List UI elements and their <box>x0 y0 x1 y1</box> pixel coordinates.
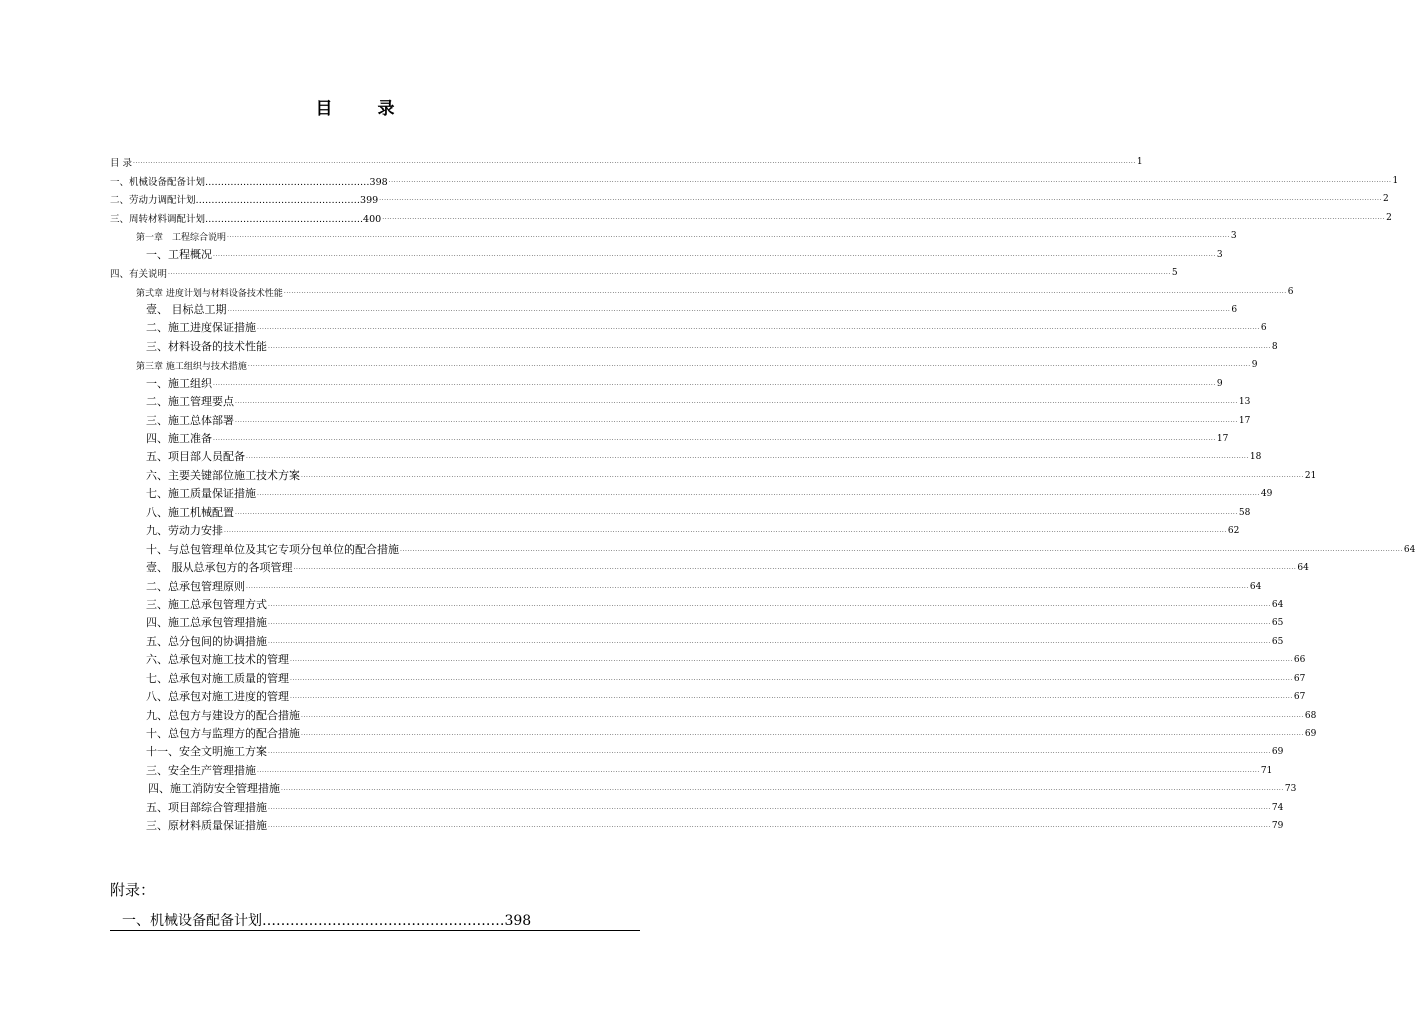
toc-entry[interactable] <box>110 225 1237 244</box>
toc-entry[interactable] <box>110 815 1284 833</box>
toc-leader-dots: ................................................................................................................................................................................................................................................................................................................................................................................................................ <box>235 416 1238 424</box>
toc-page-number: 2 <box>1383 194 1389 205</box>
toc-entry-text: 四、施工总承包管理措施 <box>146 616 267 630</box>
toc-entry[interactable] <box>110 538 1415 556</box>
toc-entry-text: 壹、 服从总承包方的各项管理 <box>146 561 293 575</box>
toc-entry[interactable] <box>110 280 1294 299</box>
toc-page-number: 8 <box>1271 341 1278 352</box>
toc-entry[interactable] <box>110 206 1392 225</box>
toc-entry-text: 一、施工组织 <box>146 376 212 390</box>
toc-page-number: 73 <box>1284 784 1297 795</box>
toc-entry-text: 十一、安全文明施工方案 <box>146 745 267 759</box>
toc-entry[interactable] <box>110 151 1143 170</box>
toc-leader-dots: ................................................................................................................................................................................................................................................................................................................................................................................................................ <box>235 398 1238 406</box>
toc-leader-dots: ................................................................................................................................................................................................................................................................................................................................................................................................................ <box>268 619 1271 627</box>
toc-entry[interactable] <box>110 575 1262 593</box>
toc-entry[interactable] <box>110 299 1238 317</box>
toc-page-number: 1 <box>1392 175 1399 186</box>
toc-leader-dots: ................................................................................................................................................................................................................................................................................................................................................................................................................ <box>168 269 1171 277</box>
toc-entry-text: 壹、 目标总工期 <box>146 302 227 316</box>
toc-entry[interactable] <box>110 372 1223 390</box>
toc-leader-dots: ................................................................................................................................................................................................................................................................................................................................................................................................................ <box>268 822 1271 830</box>
toc-entry[interactable] <box>110 520 1240 538</box>
toc-entry-text: 二、施工进度保证措施 <box>146 321 256 335</box>
toc-entry-text: 四、有关说明 <box>110 269 168 281</box>
toc-entry-text: 六、主要关键部位施工技术方案 <box>146 468 300 482</box>
toc-page-number: 71 <box>1260 765 1273 776</box>
toc-page-number: 1 <box>1136 157 1143 168</box>
toc-page-number: 67 <box>1293 673 1306 684</box>
toc-entry[interactable] <box>110 630 1284 648</box>
toc-page-number: 64 <box>1297 563 1309 574</box>
toc-page-number: 74 <box>1271 802 1284 813</box>
toc-entry-text: 一、工程概况 <box>146 247 212 261</box>
toc-leader-dots: ................................................................................................................................................................................................................................................................................................................................................................................................................ <box>382 213 1386 221</box>
page-title: 目 录 <box>315 99 409 119</box>
toc-page-number: 69 <box>1271 747 1284 758</box>
toc-entry-text: 一、机械设备配备计划………………………………….…………398 <box>110 176 388 188</box>
appendix-entry <box>110 906 640 931</box>
toc-page-number: 58 <box>1238 507 1251 518</box>
toc-entry[interactable] <box>110 391 1251 409</box>
toc-entry-text: 第弍章 进度计划与材料设备技术性能 <box>136 288 283 299</box>
toc-leader-dots: ................................................................................................................................................................................................................................................................................................................................................................................................................ <box>235 508 1238 516</box>
toc-entry[interactable] <box>110 723 1317 741</box>
toc-leader-dots: ................................................................................................................................................................................................................................................................................................................................................................................................................ <box>301 730 1304 737</box>
toc-leader-dots: ................................................................................................................................................................................................................................................................................................................................................................................................................ <box>301 711 1304 719</box>
toc-leader-dots: ................................................................................................................................................................................................................................................................................................................................................................................................................ <box>301 471 1304 479</box>
toc-entry[interactable] <box>110 483 1273 501</box>
toc-leader-dots: ................................................................................................................................................................................................................................................................................................................................................................................................................ <box>268 637 1271 645</box>
toc-leader-dots: ................................................................................................................................................................................................................................................................................................................................................................................................................ <box>227 305 1231 313</box>
toc-page-number: 2 <box>1386 212 1392 223</box>
toc-leader-dots: ................................................................................................................................................................................................................................................................................................................................................................................................................ <box>246 453 1249 461</box>
toc-entry-text: 三、周转材料调配计划……………………………….………….400 <box>110 213 382 225</box>
toc-entry-text: 二、劳动力调配计划……………………………….……………399 <box>110 195 379 207</box>
toc-page-number: 64 <box>1271 599 1284 610</box>
toc-entry[interactable] <box>110 594 1284 612</box>
toc-entry[interactable] <box>110 759 1273 777</box>
toc-entry-text: 七、施工质量保证措施 <box>146 487 256 501</box>
toc-leader-dots: ................................................................................................................................................................................................................................................................................................................................................................................................................ <box>290 674 1293 682</box>
toc-leader-dots: ................................................................................................................................................................................................................................................................................................................................................................................................................ <box>268 748 1271 756</box>
toc-leader-dots: ................................................................................................................................................................................................................................................................................................................................................................................................................ <box>257 766 1260 774</box>
toc-entry[interactable] <box>110 778 1297 796</box>
toc-entry-text: 九、劳动力安排 <box>146 524 223 538</box>
toc-entry-text: 六、总承包对施工技术的管理 <box>146 653 289 667</box>
toc-entry-text: 五、总分包间的协调措施 <box>146 634 267 648</box>
toc-page-number: 68 <box>1304 710 1317 721</box>
toc-entry[interactable] <box>110 188 1389 207</box>
toc-leader-dots: ................................................................................................................................................................................................................................................................................................................................................................................................................ <box>247 361 1251 369</box>
toc-page-number: 6 <box>1231 304 1238 315</box>
toc-page-number: 6 <box>1287 286 1294 297</box>
toc-leader-dots: ................................................................................................................................................................................................................................................................................................................................................................................................................ <box>257 490 1260 498</box>
toc-page-number: 62 <box>1227 526 1240 537</box>
toc-entry-text: 五、项目部人员配备 <box>146 450 245 464</box>
toc-entry[interactable] <box>110 243 1223 261</box>
toc-entry[interactable] <box>110 741 1284 759</box>
toc-entry[interactable] <box>110 169 1399 188</box>
toc-page-number: 69 <box>1304 729 1317 739</box>
toc-leader-dots: ................................................................................................................................................................................................................................................................................................................................................................................................................ <box>379 195 1383 203</box>
toc-entry[interactable] <box>110 667 1306 685</box>
toc-leader-dots: ................................................................................................................................................................................................................................................................................................................................................................................................................ <box>257 324 1260 332</box>
toc-leader-dots: ................................................................................................................................................................................................................................................................................................................................................................................................................ <box>388 176 1392 184</box>
toc-entry-text: 三、施工总承包管理方式 <box>146 597 267 611</box>
toc-leader-dots: ................................................................................................................................................................................................................................................................................................................................................................................................................ <box>268 600 1271 608</box>
table-of-contents <box>110 151 1415 833</box>
toc-page-number: 64 <box>1249 581 1262 592</box>
toc-leader-dots: ................................................................................................................................................................................................................................................................................................................................................................................................................ <box>213 379 1216 387</box>
toc-leader-dots: ................................................................................................................................................................................................................................................................................................................................................................................................................ <box>293 564 1297 572</box>
toc-page-number: 5 <box>1171 268 1178 279</box>
toc-entry[interactable] <box>110 428 1229 446</box>
toc-entry[interactable] <box>110 612 1284 630</box>
toc-entry-text: 目 录 <box>110 158 133 170</box>
toc-page-number: 17 <box>1238 415 1251 426</box>
toc-entry[interactable] <box>110 649 1306 667</box>
toc-page-number: 6 <box>1260 323 1267 334</box>
toc-leader-dots: ................................................................................................................................................................................................................................................................................................................................................................................................................ <box>283 287 1287 295</box>
toc-entry-text: 五、项目部综合管理措施 <box>146 800 267 814</box>
toc-leader-dots: ................................................................................................................................................................................................................................................................................................................................................................................................................ <box>400 545 1403 553</box>
toc-page-number: 21 <box>1304 470 1317 481</box>
toc-leader-dots: ................................................................................................................................................................................................................................................................................................................................................................................................................ <box>268 342 1271 350</box>
toc-entry-text: 三、安全生产管理措施 <box>146 763 256 777</box>
toc-leader-dots: ................................................................................................................................................................................................................................................................................................................................................................................................................ <box>227 232 1230 240</box>
toc-entry-text: 第一章 工程综合说明 <box>136 233 227 244</box>
toc-entry[interactable] <box>110 409 1251 427</box>
toc-leader-dots: ................................................................................................................................................................................................................................................................................................................................................................................................................ <box>246 582 1249 590</box>
toc-leader-dots: ................................................................................................................................................................................................................................................................................................................................................................................................................ <box>268 803 1271 811</box>
toc-leader-dots: ................................................................................................................................................................................................................................................................................................................................................................................................................ <box>213 250 1216 258</box>
appendix-heading: 附录： <box>110 881 156 899</box>
toc-entry-text: 十、总包方与监理方的配合措施 <box>146 727 300 740</box>
appendix-entry-text: 一、机械设备配备计划………………………………….…………398 <box>122 913 532 929</box>
toc-leader-dots: ................................................................................................................................................................................................................................................................................................................................................................................................................ <box>133 158 1136 166</box>
toc-entry[interactable] <box>110 686 1306 704</box>
toc-leader-dots: ................................................................................................................................................................................................................................................................................................................................................................................................................ <box>281 785 1284 793</box>
toc-entry-text: 三、施工总体部署 <box>146 413 234 427</box>
toc-entry-text: 八、总承包对施工进度的管理 <box>146 690 289 704</box>
toc-entry-text: 八、施工机械配置 <box>146 505 234 519</box>
toc-entry-text: 四、施工准备 <box>146 432 212 445</box>
toc-page-number: 9 <box>1251 360 1258 371</box>
toc-page-number: 64 <box>1403 544 1415 555</box>
toc-leader-dots: ................................................................................................................................................................................................................................................................................................................................................................................................................ <box>290 693 1293 701</box>
toc-leader-dots: ................................................................................................................................................................................................................................................................................................................................................................................................................ <box>213 435 1216 442</box>
toc-page-number: 65 <box>1271 618 1284 629</box>
toc-entry-text: 九、总包方与建设方的配合措施 <box>146 708 300 722</box>
toc-page-number: 49 <box>1260 489 1273 500</box>
toc-entry[interactable] <box>110 262 1178 281</box>
toc-entry[interactable] <box>110 704 1317 722</box>
toc-page-number: 18 <box>1249 452 1262 463</box>
toc-entry[interactable] <box>110 354 1258 373</box>
toc-entry[interactable] <box>110 335 1278 353</box>
toc-page-number: 9 <box>1216 378 1223 389</box>
toc-entry[interactable] <box>110 501 1251 519</box>
toc-page-number: 79 <box>1271 821 1284 832</box>
toc-entry-text: 二、施工管理要点 <box>146 395 234 409</box>
toc-entry-text: 二、总承包管理原则 <box>146 579 245 593</box>
toc-entry-text: 三、材料设备的技术性能 <box>146 339 267 353</box>
toc-entry[interactable] <box>110 446 1262 464</box>
toc-page-number: 13 <box>1238 397 1251 408</box>
toc-page-number: 67 <box>1293 692 1306 703</box>
toc-entry[interactable] <box>110 317 1267 335</box>
toc-entry-text: 十、与总包管理单位及其它专项分包单位的配合措施 <box>146 542 399 556</box>
toc-entry[interactable] <box>110 464 1317 482</box>
toc-entry-text: 四、施工消防安全管理措施 <box>148 782 280 796</box>
toc-entry-text: 三、原材料质量保证措施 <box>146 819 267 833</box>
toc-page-number: 65 <box>1271 636 1284 647</box>
toc-entry-text: 第三章 施工组织与技术措施 <box>136 362 247 373</box>
toc-entry[interactable] <box>110 557 1309 575</box>
toc-page-number: 66 <box>1293 655 1306 666</box>
toc-page-number: 17 <box>1216 434 1229 444</box>
toc-leader-dots: ................................................................................................................................................................................................................................................................................................................................................................................................................ <box>290 656 1293 664</box>
toc-leader-dots: ................................................................................................................................................................................................................................................................................................................................................................................................................ <box>224 527 1227 535</box>
toc-entry[interactable] <box>110 796 1284 814</box>
toc-page-number: 3 <box>1216 249 1223 260</box>
toc-entry-text: 七、总承包对施工质量的管理 <box>146 671 289 685</box>
toc-page-number: 3 <box>1230 231 1237 242</box>
